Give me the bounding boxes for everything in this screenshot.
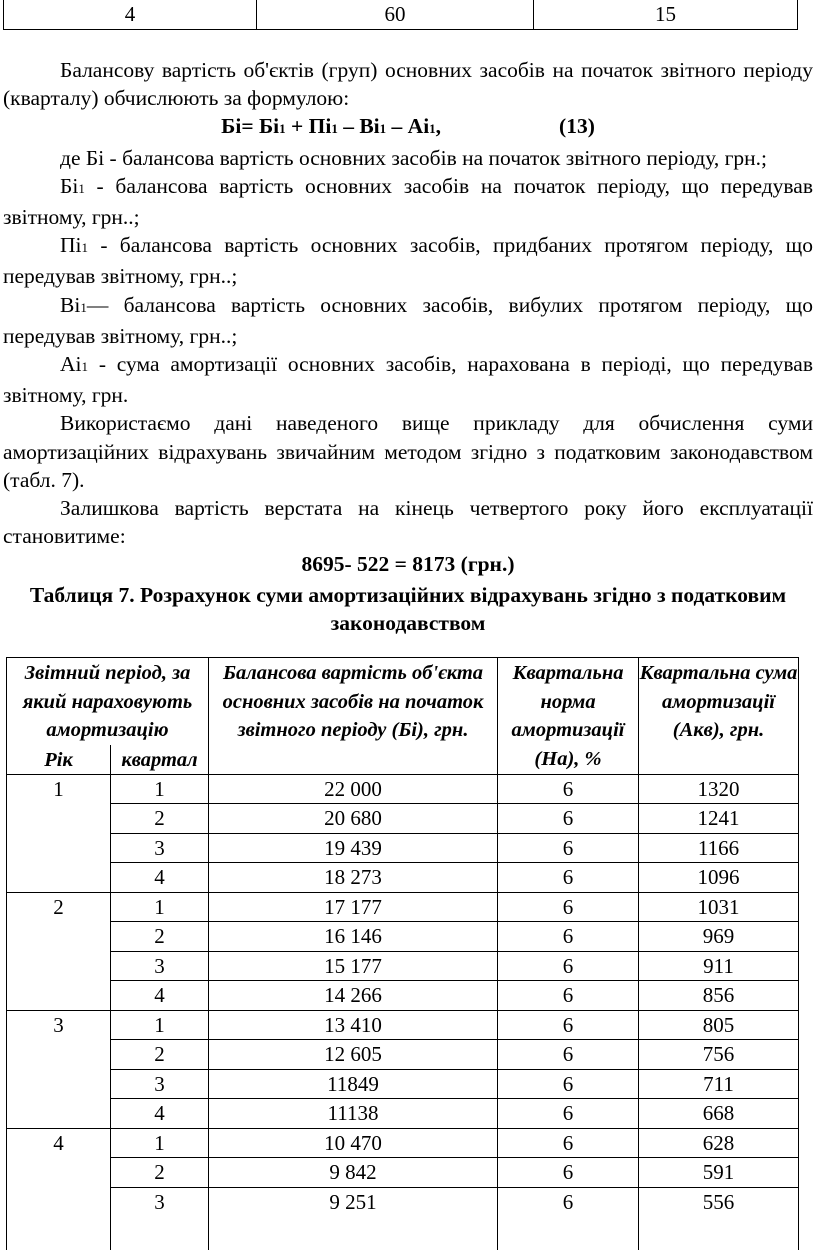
rate-cell: 6 (498, 1128, 639, 1158)
value-cell: 13 410 (209, 1010, 498, 1040)
quarter-cell: 2 (111, 1040, 209, 1070)
value-cell: 12 605 (209, 1040, 498, 1070)
value-cell: 11849 (209, 1069, 498, 1099)
amount-cell: 856 (639, 981, 799, 1011)
value-cell: 9 251 (209, 1187, 498, 1216)
header-amount: Квартальна сума амортизації (Акв), грн. (639, 658, 799, 775)
def-ai1-text: - сума амортизації основних засобів, нарахована в періоді, що передував звітному, грн. (3, 352, 813, 408)
formula-bi: Бі= Бі (221, 114, 280, 139)
top-cell-3: 15 (534, 0, 798, 30)
quarter-cell: 3 (111, 833, 209, 863)
rate-cell: 6 (498, 951, 639, 981)
value-cell: 15 177 (209, 951, 498, 981)
value-cell: 10 470 (209, 1128, 498, 1158)
rate-cell: 6 (498, 1010, 639, 1040)
quarter-cell: 4 (111, 1099, 209, 1129)
value-cell: 18 273 (209, 863, 498, 893)
empty-cell (639, 1216, 799, 1250)
table-header-row (7, 658, 799, 745)
table-row (7, 1069, 799, 1099)
rate-cell: 6 (498, 922, 639, 952)
table-row (7, 1187, 799, 1216)
formula-sub-3: 1 (379, 121, 387, 137)
table-row (7, 922, 799, 952)
top-table-fragment (3, 0, 798, 30)
def-bi1-text: - балансова вартість основних засобів на початок періоду, що передував звітному, грн..; (3, 173, 813, 230)
def-ai1-sub: 1 (81, 359, 88, 375)
amount-cell: 756 (639, 1040, 799, 1070)
rate-cell: 6 (498, 863, 639, 893)
quarter-cell: 3 (111, 1069, 209, 1099)
table-row (7, 833, 799, 863)
rate-cell: 6 (498, 1040, 639, 1070)
paragraph-def-vi1 (3, 291, 813, 350)
rate-cell: 6 (498, 1187, 639, 1216)
paragraph-def-bi1 (3, 172, 813, 231)
value-cell: 19 439 (209, 833, 498, 863)
quarter-cell: 3 (111, 951, 209, 981)
empty-cell (209, 1216, 498, 1250)
quarter-cell: 1 (111, 1128, 209, 1158)
formula-comma: , (435, 114, 442, 139)
paragraph-example: Використаємо дані наведеного вище прикладу для обчислення суми амортизаційних відрахувань звичайним методом згідно з податковим законодавством (табл. 7). (3, 411, 813, 492)
formula-sub-1: 1 (279, 121, 286, 137)
def-vi1-term: Ві (60, 292, 81, 317)
value-cell: 14 266 (209, 981, 498, 1011)
empty-cell (111, 1216, 209, 1250)
quarter-cell: 2 (111, 804, 209, 834)
table-row (7, 892, 799, 922)
table-row (7, 1128, 799, 1158)
def-vi1-text: — балансова вартість основних засобів, вибулих протягом періоду, що передував звітному, грн..; (3, 292, 813, 348)
amount-cell: 1166 (639, 833, 799, 863)
empty-cell (498, 1216, 639, 1250)
rate-cell: 6 (498, 804, 639, 834)
value-cell: 22 000 (209, 774, 498, 804)
table-body (7, 774, 799, 1250)
header-quarter: квартал (111, 745, 209, 775)
amount-cell: 911 (639, 951, 799, 981)
def-vi1-sub: 1 (80, 299, 87, 315)
header-year: Рік (7, 745, 111, 775)
quarter-cell: 1 (111, 774, 209, 804)
calculation-line: 8695- 522 = 8173 (грн.) (301, 552, 515, 577)
amount-cell: 1320 (639, 774, 799, 804)
table-row (7, 774, 799, 804)
amount-cell: 711 (639, 1069, 799, 1099)
rate-cell: 6 (498, 892, 639, 922)
def-pi1-term: Пі (60, 233, 82, 258)
paragraph-def-ai1 (3, 350, 813, 409)
table-row (7, 1040, 799, 1070)
formula-plus: + Пі (285, 114, 332, 139)
quarter-cell: 4 (111, 981, 209, 1011)
def-bi1-term: Бі (60, 173, 79, 198)
amount-cell: 1096 (639, 863, 799, 893)
table-caption: Таблиця 7. Розрахунок суми амортизаційних відрахувань згідно з податковим законодавством (29, 582, 787, 635)
amount-cell: 1031 (639, 892, 799, 922)
year-cell: 4 (7, 1128, 111, 1250)
year-cell: 2 (7, 892, 111, 1010)
top-table-row (4, 0, 798, 30)
paragraph-intro: Балансову вартість об'єктів (груп) основних засобів на початок звітного періоду (кварталу) обчислюють за формулою: (3, 58, 813, 111)
paragraph-def-bi: де Бі - балансова вартість основних засобів на початок звітного періоду, грн.; (60, 145, 768, 170)
amount-cell: 1241 (639, 804, 799, 834)
value-cell: 11138 (209, 1099, 498, 1129)
quarter-cell: 2 (111, 922, 209, 952)
table-row (7, 863, 799, 893)
value-cell: 20 680 (209, 804, 498, 834)
rate-cell: 6 (498, 981, 639, 1011)
quarter-cell: 3 (111, 1187, 209, 1216)
table-row (7, 1010, 799, 1040)
table-row (7, 1099, 799, 1129)
table-row (7, 1158, 799, 1188)
value-cell: 9 842 (209, 1158, 498, 1188)
quarter-cell: 2 (111, 1158, 209, 1188)
amount-cell: 668 (639, 1099, 799, 1129)
quarter-cell: 1 (111, 892, 209, 922)
body-text (3, 56, 813, 637)
rate-cell: 6 (498, 833, 639, 863)
table-row (7, 951, 799, 981)
value-cell: 17 177 (209, 892, 498, 922)
quarter-cell: 1 (111, 1010, 209, 1040)
formula-sub-4: 1 (429, 121, 436, 137)
amount-cell: 628 (639, 1128, 799, 1158)
table-row (7, 804, 799, 834)
depreciation-table (6, 657, 799, 1250)
top-cell-2: 60 (257, 0, 534, 30)
def-pi1-text: - балансова вартість основних засобів, придбаних протягом періоду, що передував звітному, грн..; (3, 233, 813, 289)
amount-cell: 556 (639, 1187, 799, 1216)
value-cell: 16 146 (209, 922, 498, 952)
year-cell: 3 (7, 1010, 111, 1128)
rate-cell: 6 (498, 774, 639, 804)
amount-cell: 591 (639, 1158, 799, 1188)
amount-cell: 969 (639, 922, 799, 952)
paragraph-def-pi1 (3, 231, 813, 290)
table-row (7, 981, 799, 1011)
paragraph-residual: Залишкова вартість верстата на кінець четвертого року його експлуатації становитиме: (3, 496, 813, 549)
formula-minus-2: – Аі (386, 114, 430, 139)
def-ai1-term: Аі (60, 352, 82, 377)
header-period: Звітний період, за який нараховують амортизацію (7, 658, 209, 745)
formula-number: (13) (559, 114, 595, 139)
rate-cell: 6 (498, 1069, 639, 1099)
quarter-cell: 4 (111, 863, 209, 893)
formula-13 (3, 112, 813, 143)
def-bi1-sub: 1 (78, 180, 85, 196)
header-value: Балансова вартість об'єкта основних засобів на початок звітного періоду (Бі), грн. (209, 658, 498, 775)
rate-cell: 6 (498, 1158, 639, 1188)
top-cell-1: 4 (4, 0, 257, 30)
def-pi1-sub: 1 (81, 240, 88, 256)
header-rate: Квартальна норма амортизації (На), % (498, 658, 639, 775)
formula-sub-2: 1 (331, 121, 338, 137)
year-cell: 1 (7, 774, 111, 892)
table-row-empty (7, 1216, 799, 1250)
rate-cell: 6 (498, 1099, 639, 1129)
formula-minus-1: – Ві (337, 114, 380, 139)
amount-cell: 805 (639, 1010, 799, 1040)
